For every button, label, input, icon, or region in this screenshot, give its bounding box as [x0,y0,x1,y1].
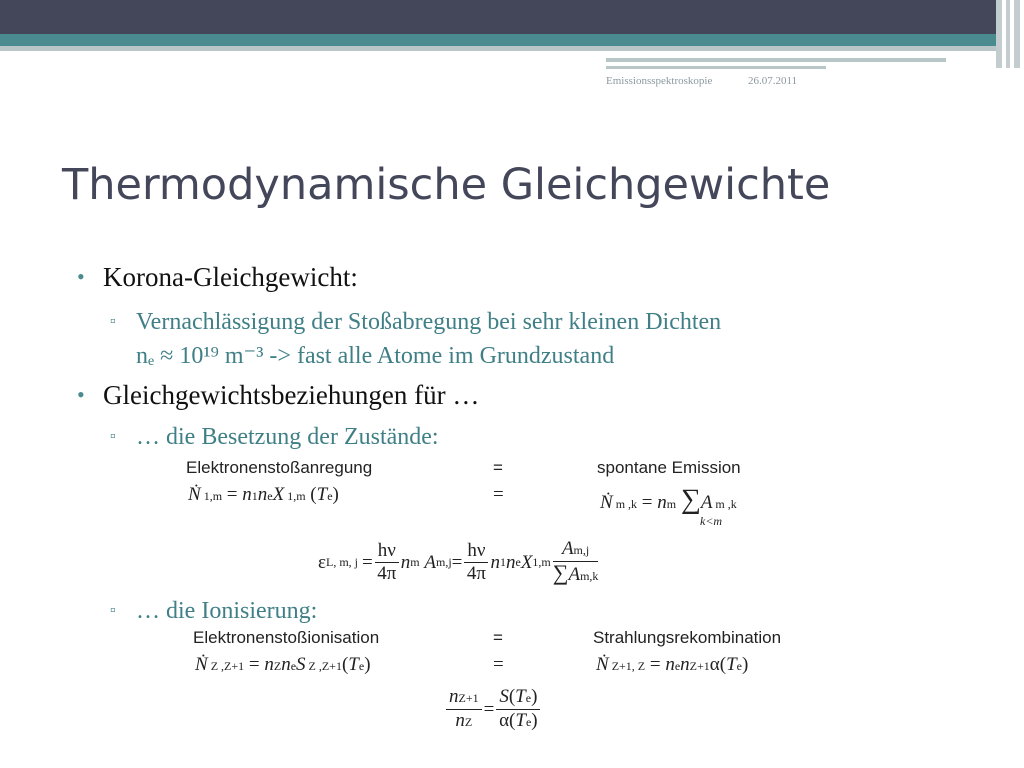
header-vertical-bar [996,0,1002,68]
bullet-dot-icon: • [77,264,85,289]
header-date: 26.07.2011 [748,75,798,87]
header-topic: Emissionsspektroskopie [606,75,713,87]
subbullet-besetzung-text: … die Besetzung der Zustände: [136,424,439,450]
bullet-korona-text: Korona-Gleichgewicht: [103,262,358,292]
equation-anregung-rate: Ṅ 1,m = n1neX 1,m (Te) [188,484,339,505]
equation-emission-coefficient: ε L, m, j = $\frac{h\nu}{4\pi}$ n m A m,j = $\frac{h\nu}{4\pi}$ n 1 n e X 1,m $\frac{Am,j}{\sum Am,k}$ [318,538,599,585]
header-vertical-bar [1014,0,1020,68]
subbullet-square-icon: ▫ [110,602,116,619]
subbullet-besetzung [110,420,439,454]
equation-sign: = [493,484,504,505]
slide-title: Thermodynamische Gleichgewichte [62,160,831,210]
header-deco-line [606,58,946,62]
bullet-gleichgewicht [77,380,480,411]
header-vertical-bar [1006,0,1010,68]
bullet-dot-icon: • [77,382,85,407]
bullet-gleichgewicht-text: Gleichgewichtsbeziehungen für … [103,380,480,410]
bullet-korona [77,262,358,293]
subbullet-square-icon: ▫ [110,428,116,445]
eq-label-rekombination: Strahlungsrekombination [593,628,782,647]
equation-saha-ratio: $\frac{nZ+1}{nZ}$ = $\frac{S(Te)}{\alpha(Te)}$ [444,686,542,733]
eq-sign: = [493,628,503,647]
equation-rekombination-rate: Ṅ Z+1, Z = nenZ+1α(Te) [596,654,749,675]
equation-emission-rate: Ṅ m ,k = nm ∑A m ,k k<m [600,484,737,528]
header-bar [0,0,1000,34]
fraction-h-nu-4pi: $\frac{h\nu}{4\pi}$ [375,540,399,585]
subbullet-ionisierung-text: … die Ionisierung: [136,598,318,624]
header-accent-band [0,34,1000,46]
fraction-h-nu-4pi: $\frac{h\nu}{4\pi}$ [464,540,488,585]
fraction-density-ratio: $\frac{nZ+1}{nZ}$ [446,686,482,733]
equation-ionisation-rate: Ṅ Z ,Z+1 = nZneS Z ,Z+1(Te) [195,654,371,675]
subbullet-stossabregung [110,305,722,373]
header-grey-band [0,46,1000,51]
eq-sign: = [493,458,503,477]
subbullet-stossabregung-line1: Vernachlässigung der Stoßabregung bei sehr kleinen Dichten [136,309,722,335]
eq-label-ionisation: Elektronenstoßionisation [193,628,380,647]
subbullet-stossabregung-line2: nₑ ≈ 10¹⁹ m⁻³ -> fast alle Atome im Grundzustand [136,343,615,369]
fraction-rate-ratio: $\frac{S(Te)}{\alpha(Te)}$ [496,686,540,733]
eq-label-anregung: Elektronenstoßanregung [186,458,373,477]
eq-label-emission: spontane Emission [597,458,741,477]
subbullet-square-icon: ▫ [110,313,116,330]
subbullet-ionisierung [110,594,318,628]
header-deco-line [606,66,826,69]
fraction-branching-ratio: $\frac{Am,j}{\sum Am,k}$ [552,538,599,585]
equation-sign: = [493,654,504,675]
